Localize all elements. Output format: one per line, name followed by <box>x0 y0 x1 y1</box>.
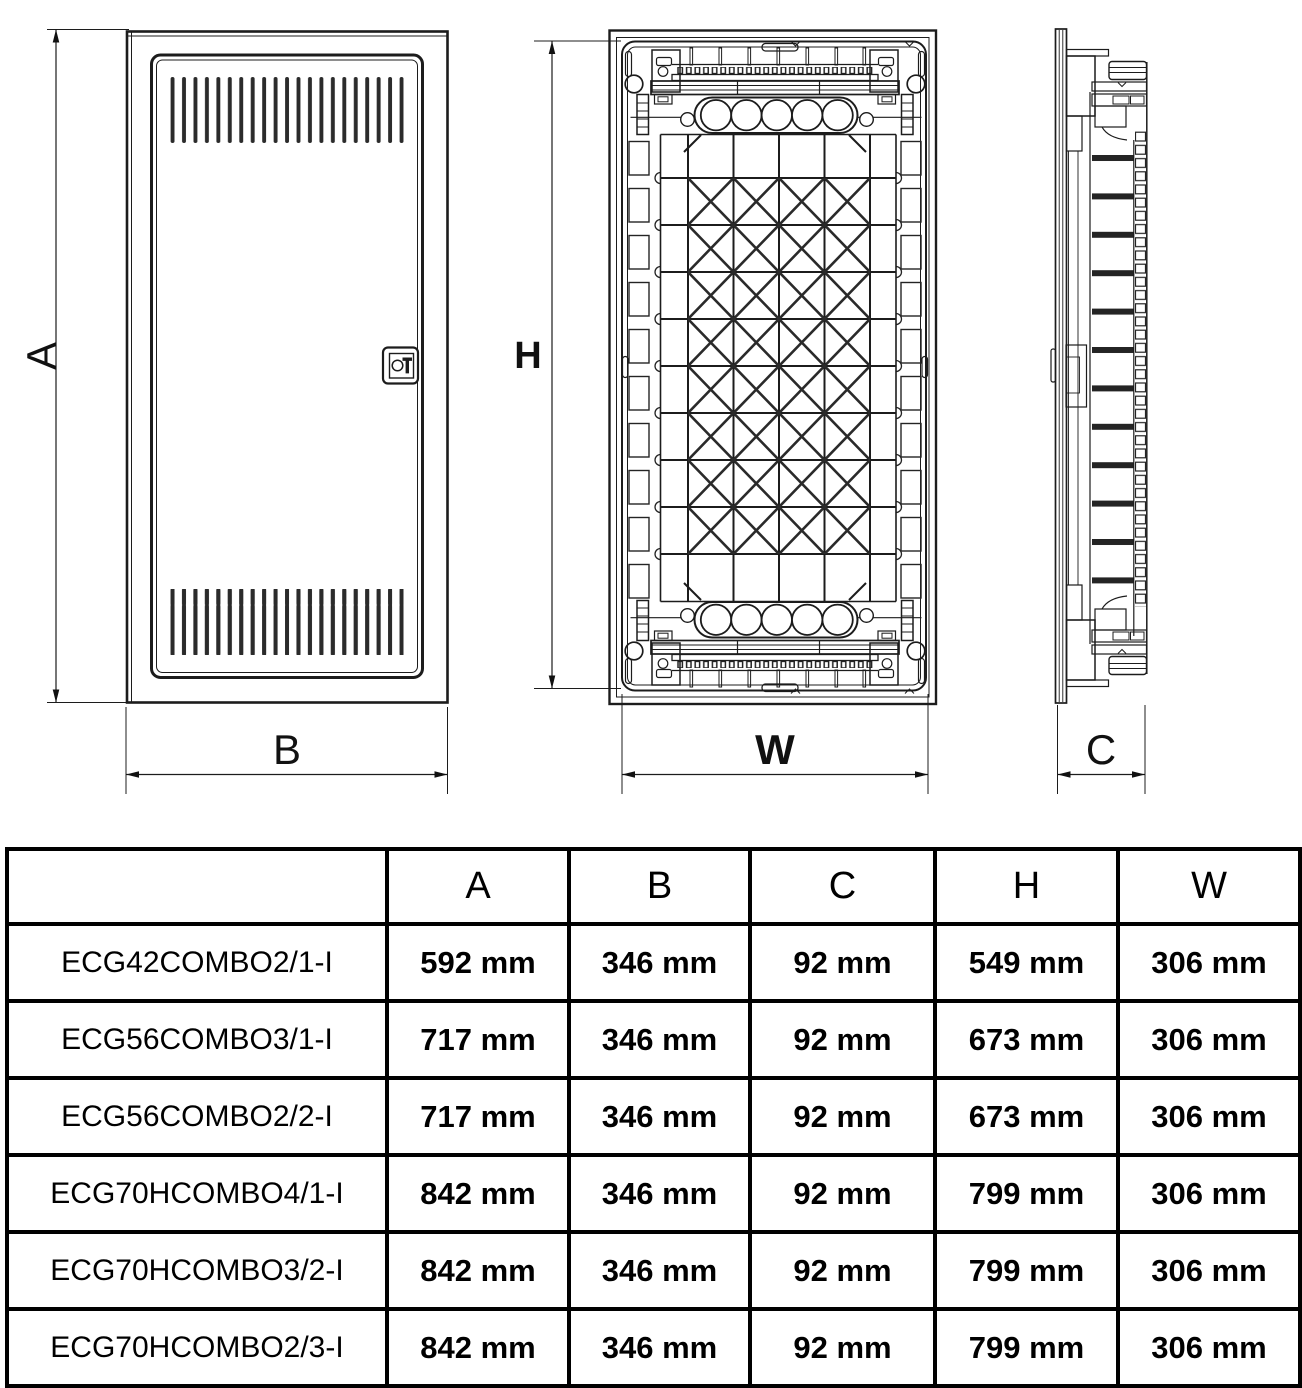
header-a: A <box>387 849 569 924</box>
value-cell: 346 mm <box>569 1232 750 1309</box>
model-cell: ECG70HCOMBO3/2-I <box>7 1232 387 1309</box>
mounting-grid <box>625 135 925 605</box>
value-cell: 842 mm <box>387 1155 569 1232</box>
front-open-view <box>610 31 937 705</box>
cable-entry-hole <box>701 100 731 130</box>
value-cell: 92 mm <box>750 1155 935 1232</box>
arrow-right-icon <box>435 771 448 778</box>
value-cell: 346 mm <box>569 1001 750 1078</box>
value-cell: 673 mm <box>935 1078 1118 1155</box>
side-bracket-top <box>1067 50 1147 152</box>
arrow-right-icon <box>915 771 928 778</box>
cable-entry-hole <box>822 100 852 130</box>
value-cell: 799 mm <box>935 1232 1118 1309</box>
value-cell: 346 mm <box>569 1078 750 1155</box>
value-cell: 306 mm <box>1118 1155 1300 1232</box>
cable-entry-hole <box>731 100 761 130</box>
model-cell: ECG56COMBO3/1-I <box>7 1001 387 1078</box>
side-bracket-bottom <box>1067 585 1147 687</box>
header-b: B <box>569 849 750 924</box>
dim-h <box>514 41 621 689</box>
value-cell: 306 mm <box>1118 1001 1300 1078</box>
dim-label-a: A <box>18 341 65 371</box>
side-view <box>1051 29 1147 703</box>
dim-label-b: B <box>272 726 302 773</box>
value-cell: 717 mm <box>387 1078 569 1155</box>
value-cell: 306 mm <box>1118 924 1300 1001</box>
header-w: W <box>1118 849 1300 924</box>
door-panel <box>152 55 423 678</box>
value-cell: 92 mm <box>750 1232 935 1309</box>
model-cell: ECG70HCOMBO4/1-I <box>7 1155 387 1232</box>
model-cell: ECG56COMBO2/2-I <box>7 1078 387 1155</box>
door-edge <box>1056 29 1067 703</box>
cable-entry-hole <box>792 100 822 130</box>
value-cell: 346 mm <box>569 1155 750 1232</box>
value-cell: 306 mm <box>1118 1309 1300 1386</box>
header-empty <box>7 849 387 924</box>
value-cell: 306 mm <box>1118 1078 1300 1155</box>
value-cell: 306 mm <box>1118 1232 1300 1309</box>
cable-entry-hole <box>762 100 792 130</box>
value-cell: 799 mm <box>935 1309 1118 1386</box>
dim-w <box>622 694 928 794</box>
cross-bracing <box>688 178 870 554</box>
arrow-left-icon <box>126 771 139 778</box>
frame-rungs <box>1090 155 1135 585</box>
table-row <box>7 1001 1300 1078</box>
dim-a <box>18 30 129 703</box>
arrow-right-icon <box>1132 771 1145 778</box>
terminal-comb <box>676 67 874 75</box>
dim-label-h: H <box>514 335 542 377</box>
value-cell: 92 mm <box>750 1078 935 1155</box>
lock-mechanism <box>1066 345 1087 407</box>
value-cell: 549 mm <box>935 924 1118 1001</box>
arrow-left-icon <box>1058 771 1071 778</box>
table-header-row <box>7 849 1300 924</box>
arrow-left-icon <box>622 771 635 778</box>
value-cell: 799 mm <box>935 1155 1118 1232</box>
arrow-up-icon <box>549 41 556 54</box>
table-row <box>7 1309 1300 1386</box>
dim-b <box>126 707 448 794</box>
table-row <box>7 1078 1300 1155</box>
value-cell: 842 mm <box>387 1309 569 1386</box>
value-cell: 717 mm <box>387 1001 569 1078</box>
vent-slots-top <box>170 77 404 143</box>
table-row <box>7 1155 1300 1232</box>
value-cell: 673 mm <box>935 1001 1118 1078</box>
front-door-view <box>127 32 448 703</box>
header-c: C <box>750 849 935 924</box>
value-cell: 592 mm <box>387 924 569 1001</box>
dim-label-c: C <box>1085 726 1117 773</box>
model-cell: ECG42COMBO2/1-I <box>7 924 387 1001</box>
bus-bar <box>651 81 899 95</box>
dimensions-table <box>5 847 1302 1388</box>
value-cell: 92 mm <box>750 1001 935 1078</box>
arrow-down-icon <box>549 676 556 689</box>
value-cell: 92 mm <box>750 924 935 1001</box>
table-row <box>7 924 1300 1001</box>
dim-label-w: W <box>755 726 795 773</box>
model-cell: ECG70HCOMBO2/3-I <box>7 1309 387 1386</box>
table-row <box>7 1232 1300 1309</box>
value-cell: 346 mm <box>569 1309 750 1386</box>
dim-c <box>1058 705 1146 794</box>
header-h: H <box>935 849 1118 924</box>
value-cell: 92 mm <box>750 1309 935 1386</box>
arrow-down-icon <box>53 690 60 703</box>
arrow-up-icon <box>53 30 60 43</box>
value-cell: 346 mm <box>569 924 750 1001</box>
rack-teeth <box>1135 130 1146 607</box>
corner-screw-icon <box>907 75 925 93</box>
value-cell: 842 mm <box>387 1232 569 1309</box>
door-latch <box>383 348 418 384</box>
key-slot-icon <box>403 358 413 374</box>
dimensions-table-wrap <box>5 847 1302 1388</box>
